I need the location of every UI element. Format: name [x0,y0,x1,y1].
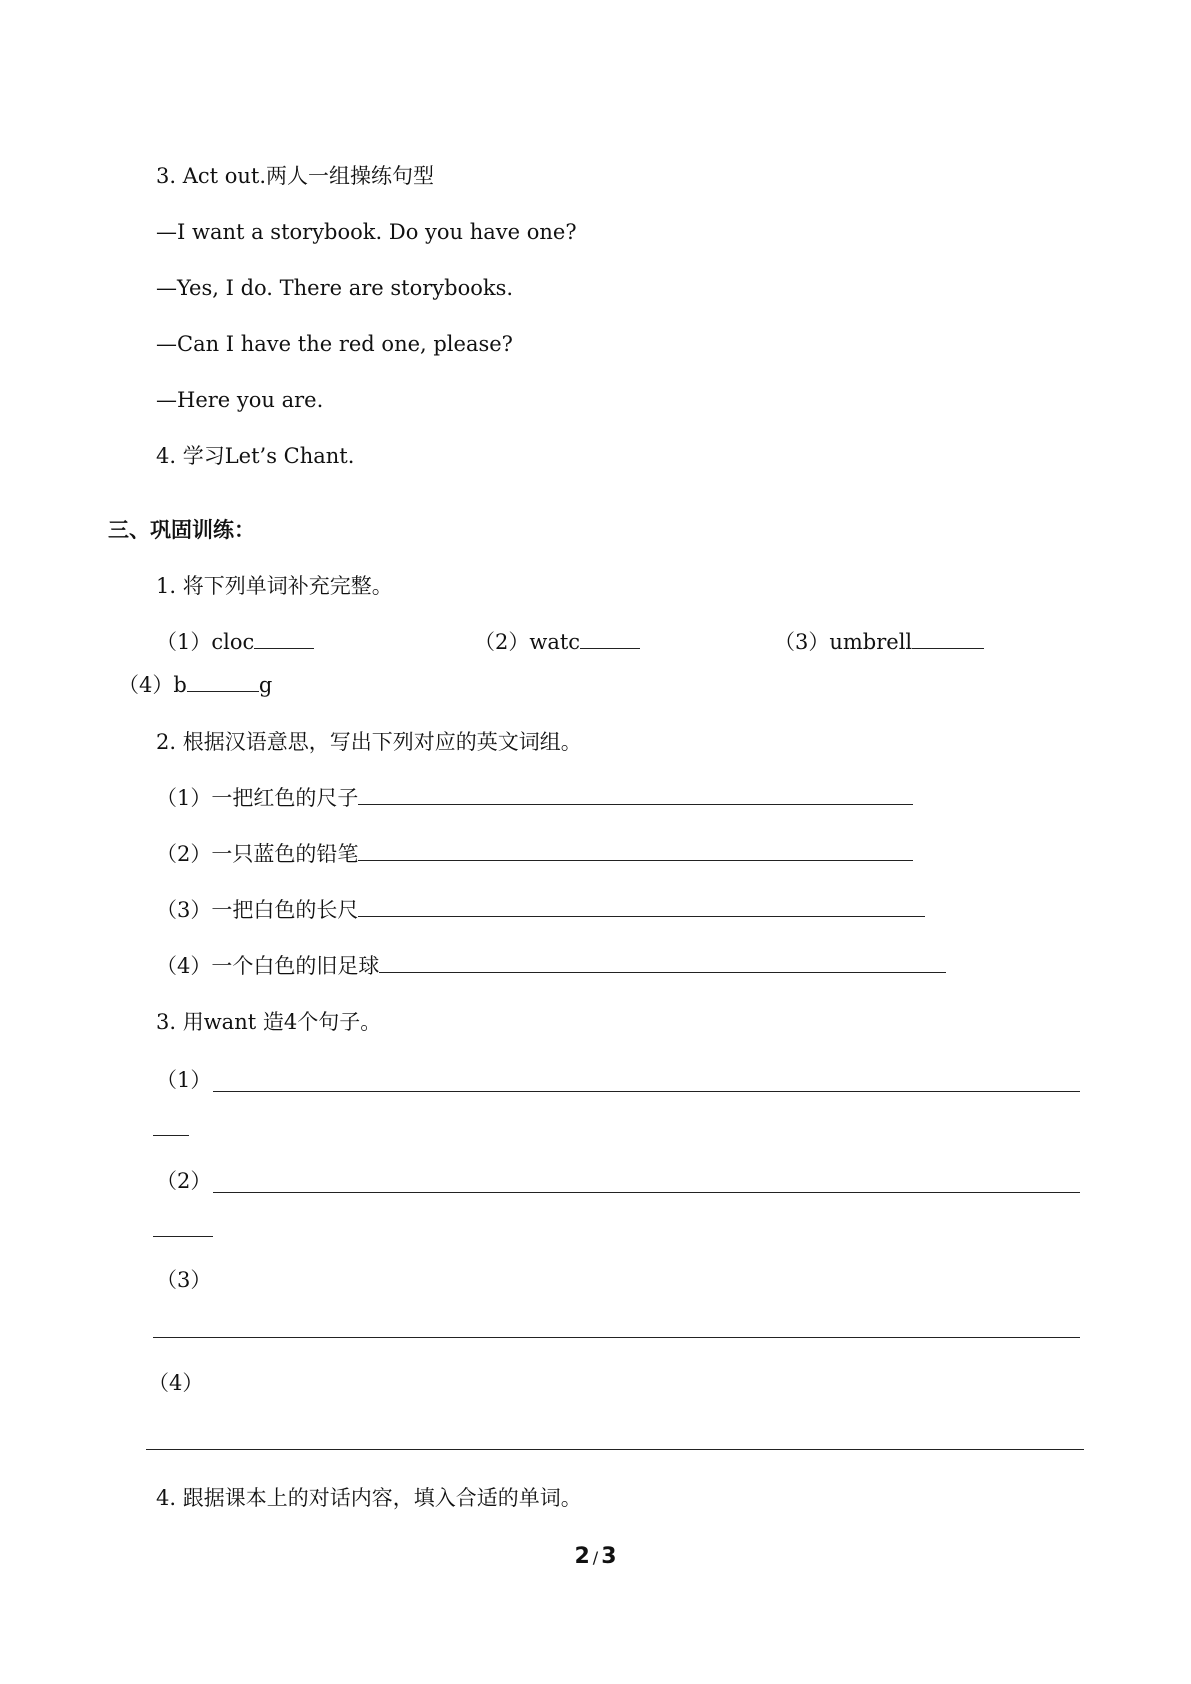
q2-item-2-label: （2）一只蓝色的铅笔 [156,842,359,866]
q2-blank-2[interactable] [358,840,913,861]
q3-line-4[interactable] [146,1449,1084,1450]
chant-item: 4. 学习Let’s Chant. [156,444,355,468]
q1-item-2 [474,628,640,656]
q3-title: 3. 用want 造4个句子。 [156,1010,382,1034]
q3-line-1-wrap[interactable] [153,1135,189,1136]
act-out-title: 3. Act out.两人一组操练句型 [156,164,435,188]
q2-blank-4[interactable] [379,952,946,973]
q1-blank-2[interactable] [580,628,640,649]
q3-line-2-wrap[interactable] [153,1236,213,1237]
q2-item-2 [156,840,913,868]
q1-blank-3[interactable] [912,628,984,649]
q3-item-1-label: （1） [156,1068,212,1092]
q2-item-1 [156,784,913,812]
section-heading: 三、巩固训练： [108,518,255,542]
q4-title: 4. 跟据课本上的对话内容，填入合适的单词。 [156,1486,582,1510]
q3-line-3[interactable] [153,1337,1080,1338]
current-page: 2 [574,1544,590,1569]
q1-title: 1. 将下列单词补充完整。 [156,574,393,598]
dialogue-line-2: —Yes, I do. There are storybooks. [156,276,514,300]
q2-blank-1[interactable] [358,784,913,805]
total-pages: 3 [601,1544,617,1569]
q3-line-1[interactable] [213,1091,1080,1092]
q1-item-3-label: （3）umbrell [774,630,913,654]
q1-item-4 [118,671,272,699]
q3-item-3-label: （3） [156,1268,212,1292]
dialogue-line-3: —Can I have the red one, please? [156,332,513,356]
q1-item-1 [156,628,314,656]
q3-item-2-label: （2） [156,1169,212,1193]
page-separator: / [592,1548,599,1567]
q1-item-4-suffix: g [258,673,273,697]
q2-title: 2. 根据汉语意思，写出下列对应的英文词组。 [156,730,582,754]
q1-blank-4[interactable] [187,671,259,692]
q1-blank-1[interactable] [254,628,314,649]
dialogue-line-1: —I want a storybook. Do you have one? [156,220,577,244]
q3-item-4-label: （4） [148,1371,204,1395]
q2-item-3-label: （3）一把白色的长尺 [156,898,359,922]
q1-item-3 [774,628,984,656]
q2-item-4-label: （4）一个白色的旧足球 [156,954,380,978]
q2-blank-3[interactable] [358,896,925,917]
q1-item-1-label: （1）cloc [156,630,255,654]
page-number [0,1544,1191,1569]
q1-item-4-label: （4）b [118,673,187,697]
q2-item-4 [156,952,946,980]
dialogue-line-4: —Here you are. [156,388,324,412]
q2-item-3 [156,896,925,924]
q2-item-1-label: （1）一把红色的尺子 [156,786,359,810]
q3-line-2[interactable] [213,1192,1080,1193]
q1-item-2-label: （2）watc [474,630,581,654]
